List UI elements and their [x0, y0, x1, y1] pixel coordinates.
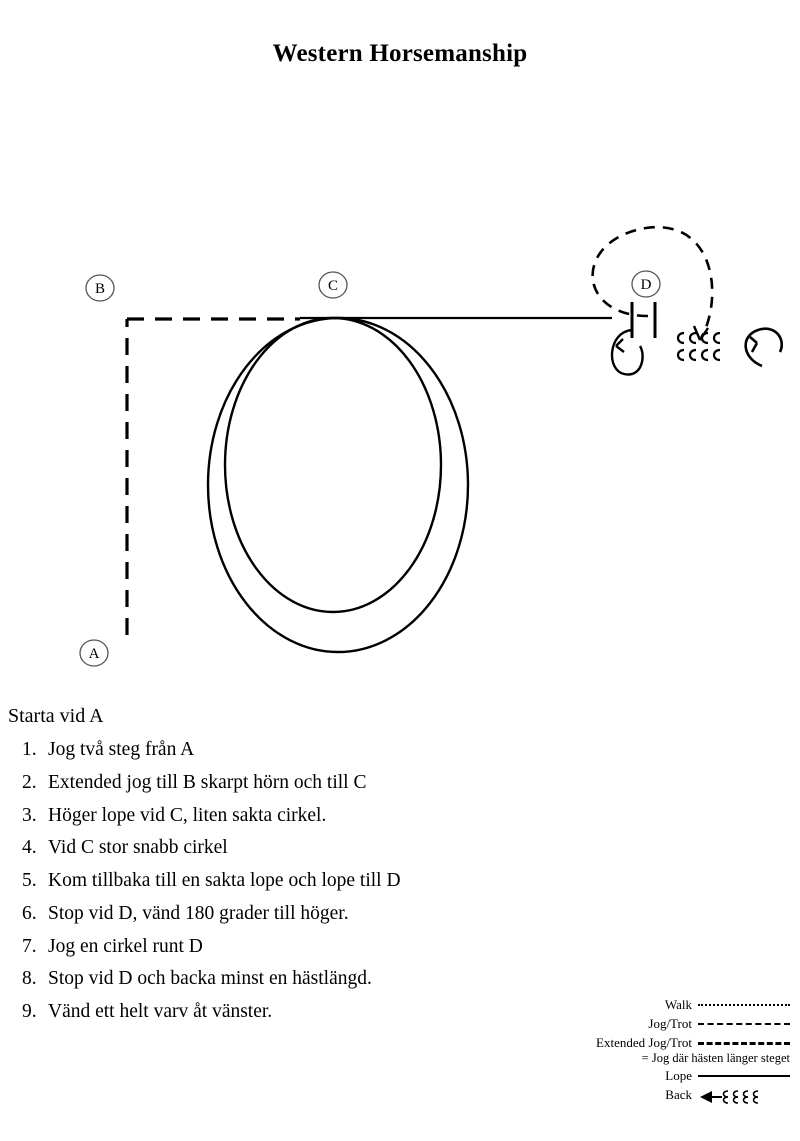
- list-item: [8, 865, 568, 898]
- list-item: [8, 767, 568, 800]
- legend-row-extended-jog: [455, 1033, 790, 1052]
- list-item: [8, 832, 568, 865]
- legend-label: Walk: [664, 996, 692, 1012]
- step-text: Vänd ett helt varv åt vänster.: [48, 1001, 273, 1022]
- step-number: 9.: [22, 1001, 37, 1022]
- marker-d: [632, 271, 660, 297]
- turn-180-arrowhead: [616, 339, 624, 352]
- legend-row-walk: [455, 995, 790, 1014]
- step-text: Jog en cirkel runt D: [48, 935, 203, 957]
- start-instruction: Starta vid A: [8, 705, 104, 727]
- step-number: 6.: [22, 902, 37, 924]
- step-text: Stop vid D, vänd 180 grader till höger.: [48, 902, 349, 924]
- numbered-steps: [8, 734, 568, 1029]
- list-item: [8, 931, 568, 964]
- step-text: Stop vid D och backa minst en hästlängd.: [48, 968, 372, 990]
- list-item: [8, 734, 568, 767]
- legend: [455, 995, 790, 1104]
- step-text: Extended jog till B skarpt hörn och till C: [48, 771, 367, 793]
- step-number: 7.: [22, 935, 37, 957]
- full-turn-arrowhead: [750, 337, 757, 352]
- step-text: Höger lope vid C, liten sakta cirkel.: [48, 804, 327, 826]
- step-number: 2.: [22, 771, 37, 793]
- marker-c-label: C: [327, 278, 339, 294]
- step-text: Kom tillbaka till en sakta lope och lope till D: [48, 870, 401, 891]
- step-text: Jog två steg från A: [48, 739, 195, 760]
- legend-label: Lope: [665, 1067, 692, 1083]
- large-circle-at-c: [208, 318, 468, 652]
- marker-a: [80, 640, 108, 666]
- step-number: 4.: [22, 837, 37, 859]
- marker-a-label: A: [88, 646, 100, 662]
- step-number: 3.: [22, 804, 37, 826]
- list-item: [8, 800, 568, 833]
- marker-b: [86, 275, 114, 301]
- legend-swatch-lope: [698, 1069, 790, 1083]
- step-text: Vid C stor snabb cirkel: [48, 837, 228, 859]
- legend-swatch-jog: [698, 1017, 790, 1031]
- legend-row-back: [455, 1085, 790, 1104]
- legend-label: Jog/Trot: [648, 1015, 692, 1031]
- small-circle-at-c: [225, 318, 441, 612]
- legend-label: Back: [665, 1086, 692, 1102]
- turn-180-at-d: [612, 330, 643, 374]
- legend-swatch-walk: [698, 998, 790, 1012]
- page-title: Western Horsemanship: [272, 40, 528, 67]
- step-number: 5.: [22, 870, 37, 891]
- instruction-list: [8, 705, 568, 1029]
- step-number: 1.: [22, 739, 37, 760]
- legend-row-jog: [455, 1014, 790, 1033]
- legend-swatch-extended-jog: [698, 1036, 790, 1050]
- marker-d-label: D: [640, 277, 652, 293]
- list-item: [8, 898, 568, 931]
- marker-c: [319, 272, 347, 298]
- legend-note: = Jog där hästen länger steget: [641, 1051, 790, 1065]
- horsemanship-pattern-diagram: [0, 180, 800, 700]
- legend-label: Extended Jog/Trot: [596, 1034, 692, 1050]
- legend-swatch-back: [698, 1088, 790, 1102]
- list-item: [8, 963, 568, 996]
- marker-b-label: B: [94, 281, 106, 297]
- full-turn-left-circle: [746, 329, 782, 366]
- step-number: 8.: [22, 968, 37, 990]
- legend-row-lope: [455, 1066, 790, 1085]
- back-arrow-icon: [698, 1088, 790, 1106]
